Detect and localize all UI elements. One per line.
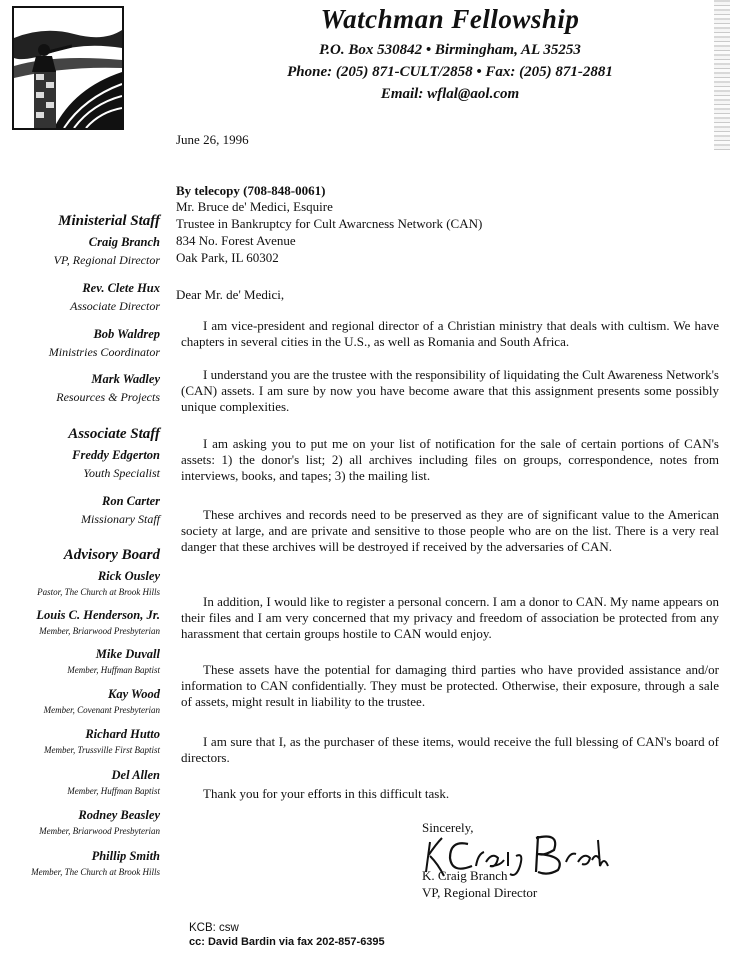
typist-initials: KCB: csw (189, 922, 239, 934)
board-member-affiliation: Member, The Church at Brook Hills (31, 867, 160, 877)
staff-name: Mark Wadley (91, 372, 160, 386)
body-paragraph (181, 734, 719, 766)
staff-name: Craig Branch (88, 235, 160, 249)
recipient-line: Trustee in Bankruptcy for Cult Awarcness Network (CAN) (176, 216, 483, 231)
recipient-line: Oak Park, IL 60302 (176, 250, 279, 265)
recipient-line: 834 No. Forest Avenue (176, 233, 296, 248)
body-paragraph (181, 786, 719, 802)
org-phone-fax: Phone: (205) 871-CULT/2858 • Fax: (205) 871-2881 (287, 64, 613, 80)
signer-title: VP, Regional Director (422, 885, 538, 900)
board-member-affiliation: Member, Covenant Presbyterian (43, 705, 160, 715)
board-member-name: Del Allen (111, 768, 160, 782)
body-paragraph (181, 662, 719, 710)
watchman-logo-icon (12, 6, 124, 130)
board-member-affiliation: Member, Huffman Baptist (67, 786, 160, 796)
board-member-name: Rick Ousley (97, 569, 160, 583)
board-member-name: Kay Wood (108, 687, 160, 701)
scan-edge-artifact (714, 0, 730, 150)
paragraph-text: I am sure that I, as the purchaser of these items, would receive the full blessing of CAN's board of directors. (181, 734, 719, 765)
board-member-name: Rodney Beasley (78, 808, 160, 822)
letter-date: June 26, 1996 (176, 132, 249, 147)
body-paragraph (181, 318, 719, 350)
board-member-affiliation: Pastor, The Church at Brook Hills (37, 587, 160, 597)
body-paragraph (181, 507, 719, 555)
staff-role: Resources & Projects (56, 390, 160, 404)
staff-name: Bob Waldrep (93, 327, 160, 341)
paragraph-text: These archives and records need to be preserved as they are of significant value to the American society at large, and are private and sensitive to those people who are on the list. There is a very real danger that these archives will be destroyed if received by the adversaries of CAN. (181, 507, 719, 554)
delivery-method: By telecopy (708-848-0061) (176, 183, 326, 198)
body-paragraph (181, 367, 719, 415)
body-paragraph (181, 594, 719, 642)
board-member-affiliation: Member, Briarwood Presbyterian (39, 826, 160, 836)
staff-role: Associate Director (70, 299, 160, 313)
staff-name: Rev. Clete Hux (82, 281, 160, 295)
board-member-name: Phillip Smith (91, 849, 160, 863)
board-member-affiliation: Member, Briarwood Presbyterian (39, 626, 160, 636)
paragraph-text: I am vice-president and regional director of a Christian ministry that deals with cultism. We have chapters in several cities in the U.S., as well as Romania and South Africa. (181, 318, 719, 349)
paragraph-text: I understand you are the trustee with the responsibility of liquidating the Cult Awareness Network's (CAN) assets. I am sure by now you have become aware that this assignment presents some possibly unique complexities. (181, 367, 719, 414)
advisory-board-heading: Advisory Board (63, 547, 160, 563)
paragraph-text: These assets have the potential for damaging third parties who have provided assistance and/or information to CAN confidentially. They must be protected. Otherwise, their exposure, through a sale of assets, might result in liability to the trustee. (181, 662, 719, 709)
staff-role: Youth Specialist (83, 466, 160, 480)
board-member-name: Mike Duvall (95, 647, 160, 661)
paragraph-text: Thank you for your efforts in this difficult task. (203, 786, 450, 801)
org-address: P.O. Box 530842 • Birmingham, AL 35253 (319, 42, 581, 58)
paragraph-text: In addition, I would like to register a personal concern. I am a donor to CAN. My name appears on their files and I am very concerned that my privacy and freedom of association be protected from any harassment that certain groups hostile to CAN would enjoy. (181, 594, 719, 641)
paragraph-text: I am asking you to put me on your list of notification for the sale of certain portions of CAN's assets: 1) the donor's list; 2) all archives including files on groups, correspondence, notes from interviews, books, and tapes; 3) the mailing list. (181, 436, 719, 483)
cc-line: cc: David Bardin via fax 202-857-6395 (189, 936, 385, 948)
closing: Sincerely, (422, 820, 474, 835)
board-member-name: Louis C. Henderson, Jr. (36, 608, 160, 622)
associate-staff-heading: Associate Staff (68, 426, 160, 442)
staff-role: Ministries Coordinator (48, 345, 160, 359)
body-paragraph (181, 436, 719, 484)
ministerial-staff-heading: Ministerial Staff (58, 213, 160, 229)
org-email: Email: wflal@aol.com (380, 86, 520, 102)
salutation: Dear Mr. de' Medici, (176, 287, 285, 302)
board-member-name: Richard Hutto (85, 727, 160, 741)
org-name: Watchman Fellowship (320, 4, 580, 34)
recipient-line: Mr. Bruce de' Medici, Esquire (176, 199, 333, 214)
staff-name: Freddy Edgerton (72, 448, 160, 462)
signer-name: K. Craig Branch (422, 868, 508, 883)
staff-name: Ron Carter (101, 494, 160, 508)
staff-role: VP, Regional Director (53, 253, 160, 267)
staff-role: Missionary Staff (80, 512, 160, 526)
board-member-affiliation: Member, Huffman Baptist (67, 665, 160, 675)
board-member-affiliation: Member, Trussville First Baptist (43, 745, 160, 755)
